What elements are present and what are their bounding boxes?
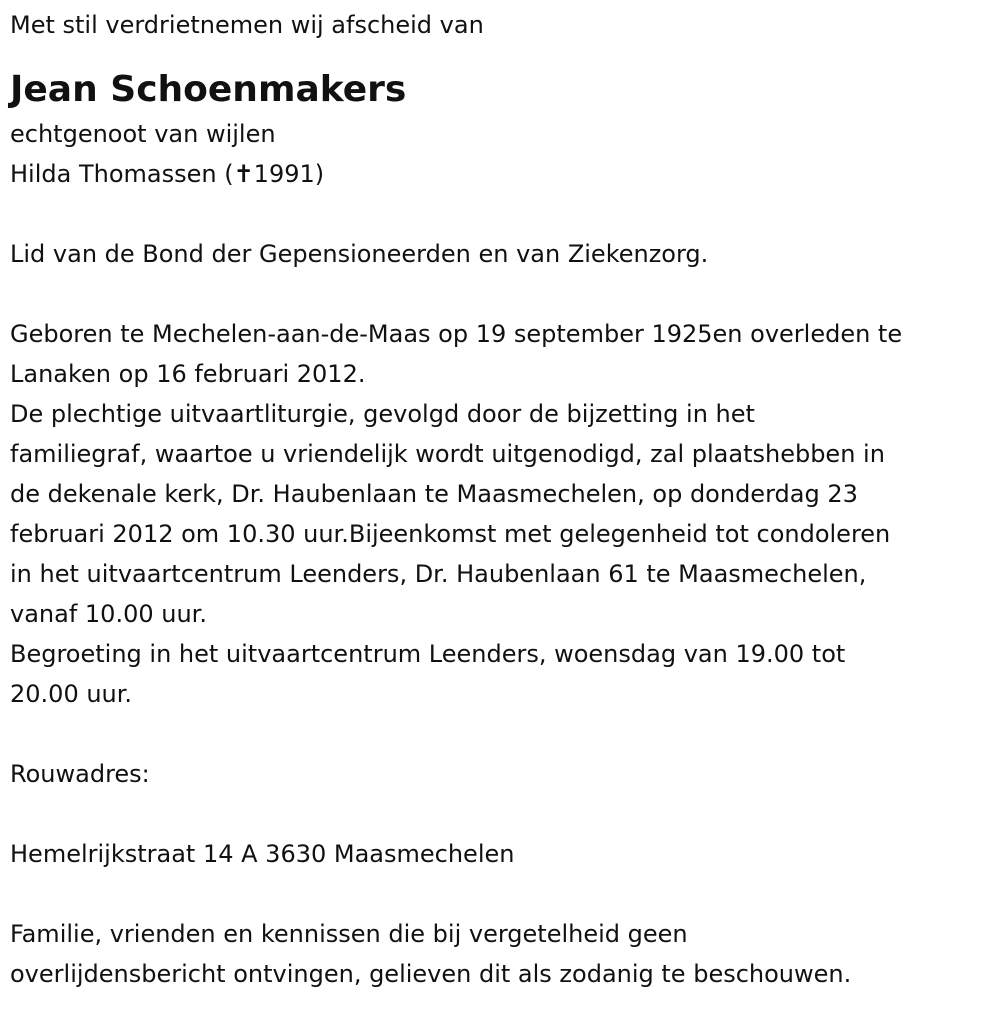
details-line: Lanaken op 16 februari 2012. — [10, 360, 366, 388]
closing-line: overlijdensbericht ontvingen, gelieven dit als zodanig te beschouwen. — [10, 960, 852, 988]
address-label: Rouwadres: — [10, 760, 150, 788]
details-line: februari 2012 om 10.30 uur.Bijeenkomst met gelegenheid tot condoleren — [10, 520, 891, 548]
details-line: De plechtige uitvaartliturgie, gevolgd door de bijzetting in het — [10, 400, 755, 428]
address-text: Hemelrijkstraat 14 A 3630 Maasmechelen — [10, 840, 515, 868]
membership-text: Lid van de Bond der Gepensioneerden en van Ziekenzorg. — [10, 240, 709, 268]
closing-text — [10, 914, 990, 994]
details-line: familiegraf, waartoe u vriendelijk wordt uitgenodigd, zal plaatshebben in — [10, 440, 885, 468]
spacer — [10, 714, 990, 754]
details-line: Begroeting in het uitvaartcentrum Leenders, woensdag van 19.00 tot — [10, 640, 846, 668]
details-line: Geboren te Mechelen-aan-de-Maas op 19 september 1925en overleden te — [10, 320, 903, 348]
spacer — [10, 274, 990, 314]
deceased-name: Jean Schoenmakers — [10, 69, 407, 110]
intro-text: Met stil verdrietnemen wij afscheid van — [10, 11, 484, 39]
spouse-line-1: echtgenoot van wijlen — [10, 120, 276, 148]
details-line: de dekenale kerk, Dr. Haubenlaan te Maasmechelen, op donderdag 23 — [10, 480, 858, 508]
details-line: in het uitvaartcentrum Leenders, Dr. Haubenlaan 61 te Maasmechelen, — [10, 560, 867, 588]
spacer — [10, 794, 990, 834]
closing-line: Familie, vrienden en kennissen die bij vergetelheid geen — [10, 920, 688, 948]
details-line: 20.00 uur. — [10, 680, 133, 708]
spacer — [10, 194, 990, 234]
spouse-line-2: Hilda Thomassen (✝1991) — [10, 160, 325, 188]
spacer — [10, 874, 990, 914]
funeral-details — [10, 314, 990, 714]
details-line: vanaf 10.00 uur. — [10, 600, 207, 628]
